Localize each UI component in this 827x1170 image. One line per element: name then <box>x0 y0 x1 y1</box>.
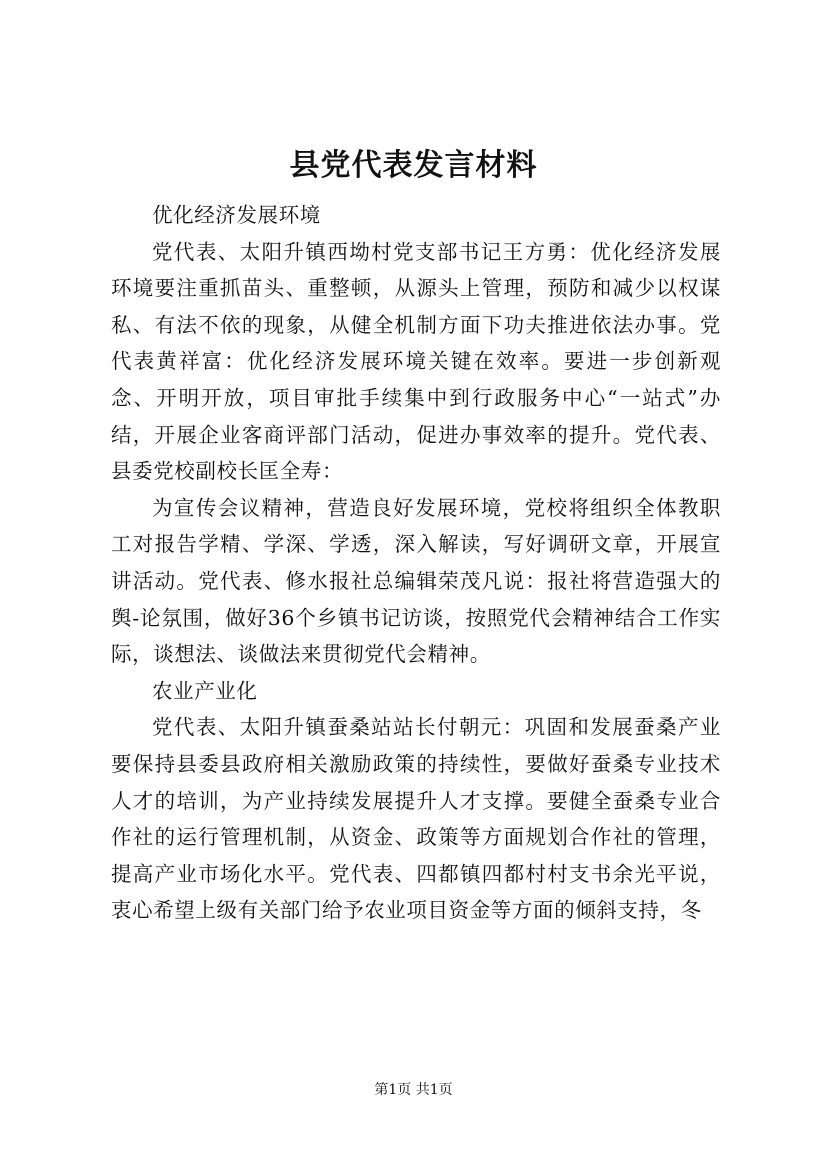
page-number-label: 第1页 共1页 <box>374 1082 453 1098</box>
document-body <box>111 197 721 929</box>
paragraph: 为宣传会议精神，营造良好发展环境，党校将组织全体教职工对报告学精、学深、学透，深入解读，写好调研文章，开展宣讲活动。党代表、修水报社总编辑荣茂凡说：报社将营造强大的舆-论氛围，做好36个乡镇书记访谈，按照党代会精神结合工作实际，谈想法、谈做法来贯彻党代会精神。 <box>111 495 721 667</box>
section-heading: 农业产业化 <box>152 678 258 703</box>
document-title: 县党代表发言材料 <box>289 148 538 183</box>
paragraph: 党代表、太阳升镇蚕桑站站长付朝元：巩固和发展蚕桑产业要保持县委县政府相关激励政策的持续性，要做好蚕桑专业技术人才的培训，为产业持续发展提升人才支撑。要健全蚕桑专业合作社的运行管理机制，从资金、政策等方面规划合作社的管理，提高产业市场化水平。党代表、四都镇四都村村支书余光平说，衷心希望上级有关部门给予农业项目资金等方面的倾斜支持，冬 <box>111 715 721 923</box>
section-heading: 优化经济发展环境 <box>152 203 321 227</box>
page-footer <box>0 1080 827 1100</box>
paragraph: 党代表、太阳升镇西坳村党支部书记王方勇：优化经济发展环境要注重抓苗头、重整顿，从源头上管理，预防和减少以权谋私、有法不依的现象，从健全机制方面下功夫推进依法办事。党代表黄祥富：优化经济发展环境关键在效率。要进一步创新观念、开明开放，项目审批手续集中到行政服务中心“一站式”办结，开展企业客商评部门活动，促进办事效率的提升。党代表、县委党校副校长匡全寿： <box>111 239 721 484</box>
